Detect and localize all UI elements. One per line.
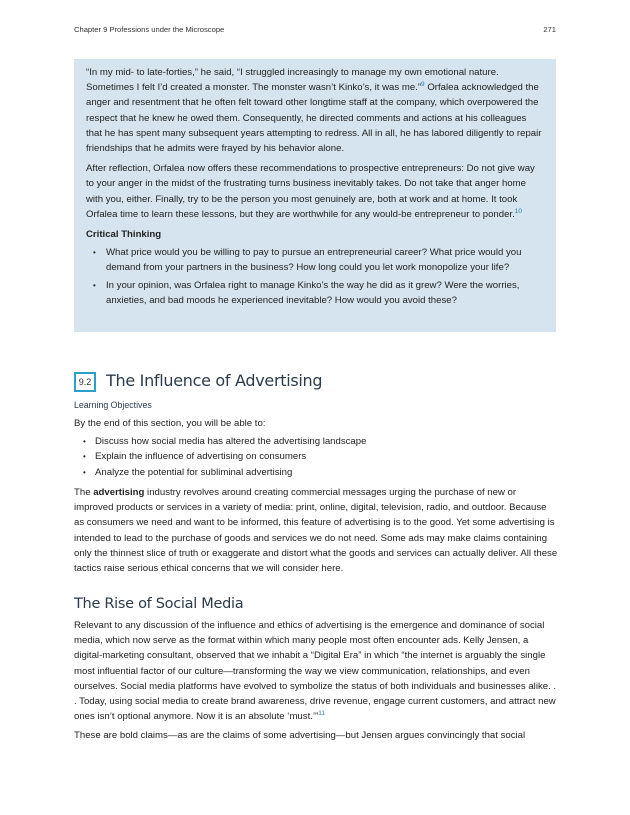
social-media-block: [74, 618, 558, 744]
learning-objectives-block: [74, 416, 558, 480]
callout-p1-text-b: Orfalea acknowledged the anger and resentment that he often felt toward other longtime staff at the company, which overpowered the respect that he knew he owed them. Consequently, he directed comments and actions at his colleagues that he has spent many subsequent years attempting to redress. All in all, he has labored diligently to repair friendships that he admits were frayed by his behavior alone.: [86, 82, 542, 155]
learning-objective-item: • Analyze the potential for subliminal advertising: [74, 465, 558, 480]
social-media-paragraph-1: [74, 618, 558, 724]
section-number-badge: 9.2: [74, 372, 96, 392]
learning-objectives-label: Learning Objectives: [74, 400, 152, 410]
footnote-ref-9[interactable]: 9: [421, 81, 425, 89]
intro-text-rest: industry revolves around creating commercial messages urging the purchase of new or improved products or services in a variety of media: print, online, digital, television, radio, and outdoor. Because as consumers we need and want to be informed, this feature of advertising is to the good. Yet some advertising is intended to lead to the purchase of goods and services we do not need. Some ads may make claims containing only the thinnest slice of truth or exaggerate and distort what the goods and services can actually deliver. All these tactics raise serious ethical concerns that we will consider here.: [74, 487, 558, 575]
critical-thinking-question: • In your opinion, was Orfalea right to manage Kinko’s the way he did as it grew? Were the worries, anxieties, and bad moods he experienced inevitable? How would you avoid these?: [86, 278, 544, 308]
intro-paragraph: [74, 485, 558, 576]
callout-paragraph-1: [86, 65, 544, 156]
social-media-p1-text: Relevant to any discussion of the influence and ethics of advertising is the emergence and dominance of social media, which now serve as the format within which many people most often encounter ads. Kelly Jensen, a digital-marketing consultant, observed that we inhabit a “Digital Era” in which “the internet is arguably the single most influential factor of our culture—transforming the way we view communication, relationships, and even ourselves. Social media platforms have evolved to symbolize the status of both individuals and businesses alike. . . Today, using social media to create brand awareness, drive revenue, engage current customers, and attract new ones isn’t optional anymore. Now it is an absolute ‘must.’”: [74, 620, 557, 723]
footnote-ref-10[interactable]: 10: [514, 207, 522, 215]
critical-thinking-question: • What price would you be willing to pay to pursue an entrepreneurial career? What price would you demand from your partners in the business? How long could you let work monopolize your life?: [86, 245, 544, 275]
subsection-title: The Rise of Social Media: [74, 596, 244, 612]
running-header-chapter: Chapter 9 Professions under the Microscope: [74, 25, 225, 34]
critical-thinking-list: [86, 245, 544, 308]
feature-callout-box: [74, 59, 556, 332]
learning-objective-item: • Explain the influence of advertising on consumers: [74, 449, 558, 464]
callout-paragraph-2: [86, 161, 544, 222]
key-term-advertising: advertising: [93, 487, 145, 498]
learning-objectives-intro: By the end of this section, you will be able to:: [74, 418, 266, 429]
learning-objectives-list: [74, 434, 558, 480]
section-title: The Influence of Advertising: [106, 371, 323, 390]
intro-text-start: The: [74, 487, 94, 498]
intro-paragraph-block: [74, 485, 558, 576]
critical-thinking-heading: Critical Thinking: [86, 229, 162, 241]
callout-p2-text: After reflection, Orfalea now offers these recommendations to prospective entrepreneurs: Do not give way to your anger in the midst of the frustrating turns business inevitably takes. Do not take that anger home with you, either. Finally, try to be the person you most genuinely are, both at work and at home. It took Orfalea time to learn these lessons, but they are worthwhile for any would-be entrepreneur to ponder.: [86, 163, 535, 220]
page-number: 271: [543, 25, 556, 34]
social-media-paragraph-2: These are bold claims—as are the claims of some advertising—but Jensen argues convincingly that social: [74, 730, 526, 742]
learning-objective-item: • Discuss how social media has altered the advertising landscape: [74, 434, 558, 449]
callout-p1-text-a: “In my mid- to late-forties,” he said, “I struggled increasingly to manage my own emotional nature. Sometimes I felt I’d created a monster. The monster wasn’t Kinko’s, it was me.”: [86, 67, 499, 94]
footnote-ref-11[interactable]: 11: [318, 710, 325, 718]
